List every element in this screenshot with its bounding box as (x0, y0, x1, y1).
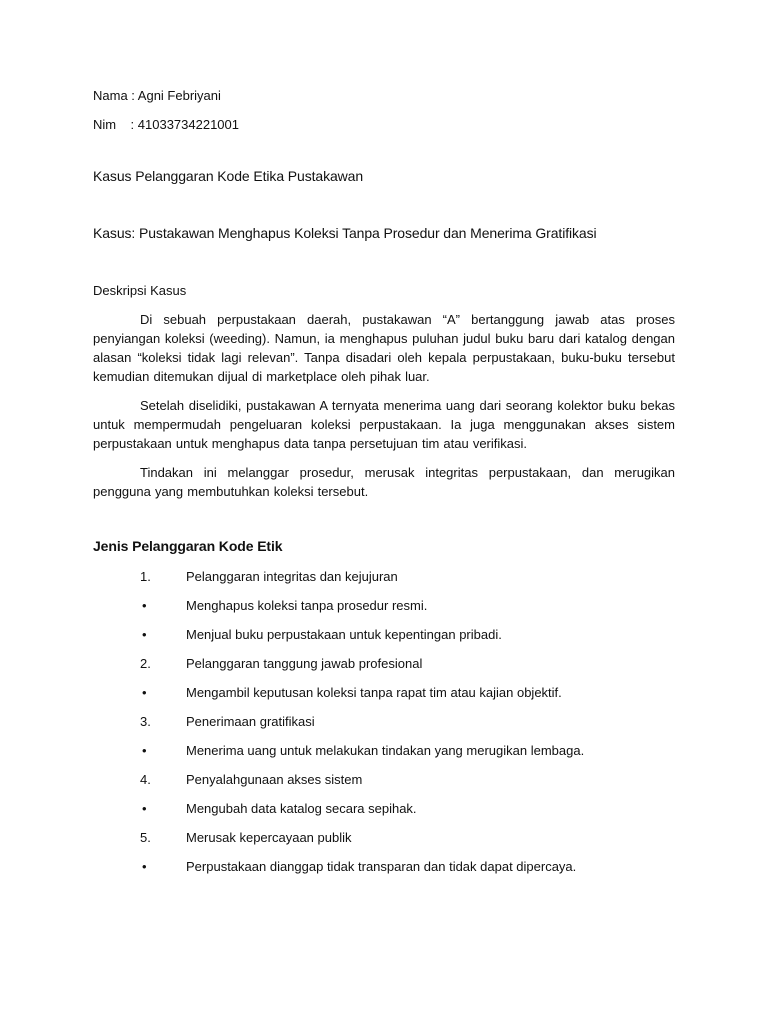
list-item-text: Mengubah data katalog secara sepihak. (186, 801, 417, 816)
list-item (93, 741, 675, 760)
list-item-text: Pelanggaran integritas dan kejujuran (186, 569, 398, 584)
list-item-text: Menerima uang untuk melakukan tindakan yang merugikan lembaga. (186, 743, 585, 758)
bullet-icon: • (142, 801, 147, 816)
list-item (93, 567, 675, 586)
violations-heading: Jenis Pelanggaran Kode Etik (93, 538, 283, 554)
list-item-text: Menghapus koleksi tanpa prosedur resmi. (186, 598, 428, 613)
list-item (93, 654, 675, 673)
description-paragraph-3: Tindakan ini melanggar prosedur, merusak integritas perpustakaan, dan merugikan pengguna yang membutuhkan koleksi tersebut. (93, 465, 675, 499)
description-label: Deskripsi Kasus (93, 283, 187, 298)
list-item (93, 799, 675, 818)
list-item-text: Pelanggaran tanggung jawab profesional (186, 656, 423, 671)
list-item-text: Perpustakaan dianggap tidak transparan dan tidak dapat dipercaya. (186, 859, 577, 874)
list-item (93, 683, 675, 702)
list-marker: 2. (140, 656, 151, 671)
case-title: Kasus: Pustakawan Menghapus Koleksi Tanpa Prosedur dan Menerima Gratifikasi (93, 225, 597, 241)
list-item-text: Penerimaan gratifikasi (186, 714, 315, 729)
document-title: Kasus Pelanggaran Kode Etika Pustakawan (93, 168, 364, 184)
list-item (93, 770, 675, 789)
bullet-icon: • (142, 743, 147, 758)
list-item (93, 625, 675, 644)
description-paragraph-1: Di sebuah perpustakaan daerah, pustakawan “A” bertanggung jawab atas proses penyiangan koleksi (weeding). Namun, ia menghapus puluhan judul buku baru dari katalog dengan alasan “koleksi tidak lagi relevan”. Tanpa disadari oleh kepala perpustakaan, buku-buku tersebut kemudian ditemukan dijual di marketplace oleh pihak luar. (93, 312, 675, 384)
description-paragraph-2: Setelah diselidiki, pustakawan A ternyata menerima uang dari seorang kolektor buku bekas untuk mempermudah pengeluaran koleksi perpustakaan. Ia juga menggunakan akses sistem perpustakaan untuk menghapus data tanpa persetujuan tim atau verifikasi. (93, 398, 675, 451)
list-item (93, 828, 675, 847)
list-item (93, 712, 675, 731)
author-name: Nama : Agni Febriyani (93, 88, 221, 103)
bullet-icon: • (142, 598, 147, 613)
list-marker: 1. (140, 569, 151, 584)
list-item-text: Merusak kepercayaan publik (186, 830, 352, 845)
document-content (93, 86, 675, 886)
list-item-text: Mengambil keputusan koleksi tanpa rapat tim atau kajian objektif. (186, 685, 562, 700)
violations-list (93, 567, 675, 876)
list-marker: 5. (140, 830, 151, 845)
list-item-text: Penyalahgunaan akses sistem (186, 772, 363, 787)
list-item-text: Menjual buku perpustakaan untuk kepentingan pribadi. (186, 627, 502, 642)
list-marker: 3. (140, 714, 151, 729)
bullet-icon: • (142, 685, 147, 700)
author-nim: Nim : 41033734221001 (93, 117, 239, 132)
list-item (93, 596, 675, 615)
list-marker: 4. (140, 772, 151, 787)
bullet-icon: • (142, 859, 147, 874)
list-item (93, 857, 675, 876)
bullet-icon: • (142, 627, 147, 642)
